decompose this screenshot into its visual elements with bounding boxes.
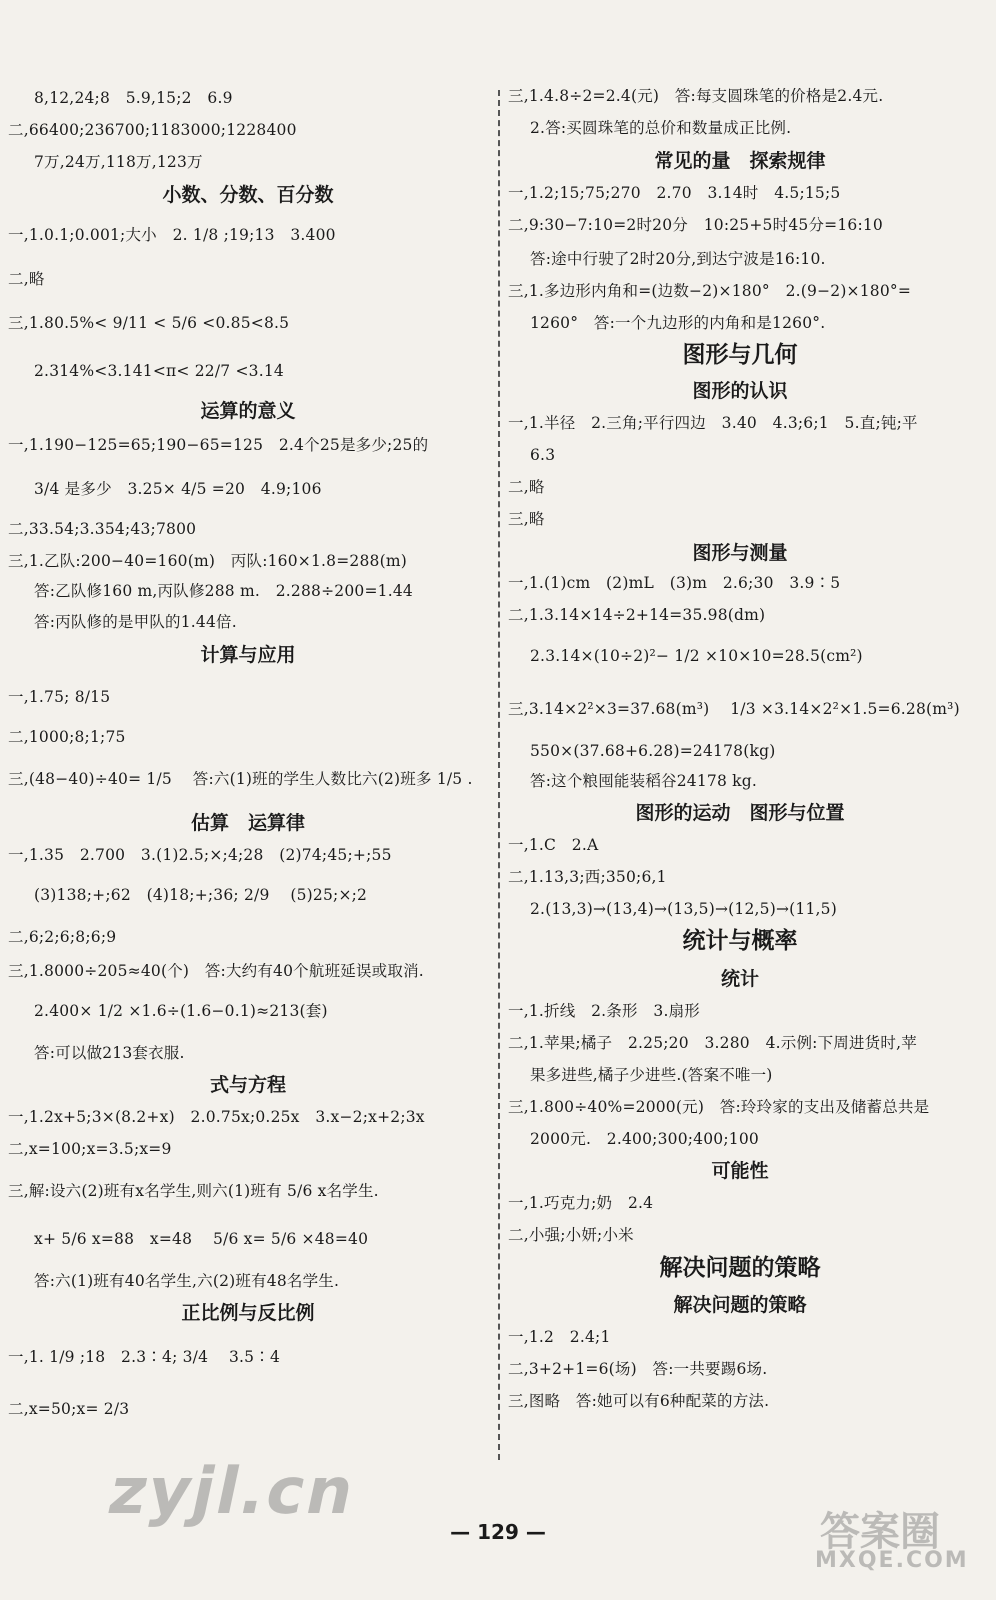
section-heading: 运算的意义 (200, 400, 296, 422)
answer-line: 一,1.2x+5;3×(8.2+x) 2.0.75x;0.25x 3.x−2;x+2;3x (8, 1108, 425, 1126)
answer-line: (3)138;+;62 (4)18;+;36; 2/9 (5)25;×;2 (34, 886, 368, 904)
answer-line: 6.3 (530, 446, 556, 464)
answer-line: 三,1.多边形内角和=(边数−2)×180° 2.(9−2)×180°= (508, 282, 912, 300)
answer-line: 二,1000;8;1;75 (8, 728, 126, 746)
answer-line: 一,1.190−125=65;190−65=125 2.4个25是多少;25的 (8, 436, 429, 454)
answer-line: 2.3.14×(10÷2)²− 1/2 ×10×10=28.5(cm²) (530, 647, 863, 665)
answer-line: 二,1.3.14×14÷2+14=35.98(dm) (508, 606, 766, 624)
answer-line: 答:丙队修的是甲队的1.44倍. (34, 613, 237, 631)
section-heading: 图形的运动 图形与位置 (635, 802, 845, 824)
answer-line: 一,1. 1/9 ;18 2.3∶4; 3/4 3.5∶4 (8, 1348, 281, 1366)
answer-line: 一,1.35 2.700 3.(1)2.5;×;4;28 (2)74;45;+;55 (8, 846, 392, 864)
part-heading: 图形与几何 (682, 342, 798, 368)
answer-line: 答:途中行驶了2时20分,到达宁波是16:10. (530, 250, 826, 268)
section-heading: 图形的认识 (692, 380, 788, 402)
answer-line: 二,x=100;x=3.5;x=9 (8, 1140, 172, 1158)
answer-line: 二,1.13,3;西;350;6,1 (508, 868, 667, 886)
answer-line: 二,33.54;3.354;43;7800 (8, 520, 197, 538)
section-heading: 统计 (720, 968, 759, 990)
answer-line: 三,1.80.5%< 9/11 < 5/6 <0.85<8.5 (8, 314, 290, 332)
watermark-logo: 答案圈 (820, 1509, 940, 1555)
answer-line: 三,1.乙队:200−40=160(m) 丙队:160×1.8=288(m) (8, 552, 408, 570)
answer-line: 一,1.2;15;75;270 2.70 3.14时 4.5;15;5 (508, 184, 841, 202)
answer-line: 7万,24万,118万,123万 (34, 153, 203, 171)
answer-line: 二,6;2;6;8;6;9 (8, 928, 117, 946)
answer-line: 一,1.2 2.4;1 (508, 1328, 611, 1346)
answer-line: 一,1.C 2.A (508, 836, 599, 854)
answer-line: 二,略 (8, 270, 45, 288)
watermark-logo: zyjl.cn (102, 1455, 363, 1529)
answer-line: 答:乙队修160 m,丙队修288 m. 2.288÷200=1.44 (34, 582, 413, 600)
watermark-logo: MXQE.COM (815, 1548, 969, 1573)
answer-line: 三,1.8000÷205≈40(个) 答:大约有40个航班延误或取消. (8, 962, 424, 980)
answer-line: 2.答:买圆珠笔的总价和数量成正比例. (530, 119, 792, 137)
section-heading: 解决问题的策略 (673, 1294, 807, 1316)
answer-line: 三,3.14×2²×3=37.68(m³) 1/3 ×3.14×2²×1.5=6.28(m³) (508, 700, 960, 718)
answer-line: 三,图略 答:她可以有6种配菜的方法. (508, 1392, 770, 1410)
section-heading: 估算 运算律 (190, 812, 305, 834)
answer-line: 1260° 答:一个九边形的内角和是1260°. (530, 314, 826, 332)
answer-line: 8,12,24;8 5.9,15;2 6.9 (34, 89, 233, 107)
section-heading: 小数、分数、百分数 (162, 184, 334, 206)
answer-line: 2000元. 2.400;300;400;100 (530, 1130, 759, 1148)
answer-line: x+ 5/6 x=88 x=48 5/6 x= 5/6 ×48=40 (34, 1230, 369, 1248)
answer-line: 果多进些,橘子少进些.(答案不唯一) (530, 1066, 773, 1084)
answer-line: 一,1.(1)cm (2)mL (3)m 2.6;30 3.9∶5 (508, 574, 841, 592)
answer-line: 2.(13,3)→(13,4)→(13,5)→(12,5)→(11,5) (530, 900, 837, 918)
part-heading: 解决问题的策略 (659, 1255, 821, 1281)
answer-line: 答:这个粮囤能装稻谷24178 kg. (530, 772, 757, 790)
answer-line: 答:六(1)班有40名学生,六(2)班有48名学生. (34, 1272, 340, 1290)
answer-line: 二,66400;236700;1183000;1228400 (8, 121, 297, 139)
section-heading: 计算与应用 (200, 644, 296, 666)
section-heading: 常见的量 探索规律 (654, 150, 826, 172)
answer-line: 一,1.半径 2.三角;平行四边 3.40 4.3;6;1 5.直;钝;平 (508, 414, 918, 432)
answer-line: 三,1.4.8÷2=2.4(元) 答:每支圆珠笔的价格是2.4元. (508, 87, 884, 105)
page-number: — 129 — (450, 1520, 546, 1544)
answer-line: 二,3+2+1=6(场) 答:一共要踢6场. (508, 1360, 768, 1378)
section-heading: 式与方程 (209, 1074, 286, 1096)
answer-line: 二,x=50;x= 2/3 (8, 1400, 130, 1418)
answer-line: 三,解:设六(2)班有x名学生,则六(1)班有 5/6 x名学生. (8, 1182, 379, 1200)
answer-line: 一,1.75; 8/15 (8, 688, 111, 706)
answer-line: 2.314%<3.141<π< 22/7 <3.14̇ (34, 362, 284, 380)
answer-line: 一,1.巧克力;奶 2.4 (508, 1194, 654, 1212)
section-heading: 图形与测量 (692, 542, 788, 564)
answer-line: 一,1.0.1;0.001;大小 2. 1/8 ;19;13 3.400 (8, 226, 336, 244)
answer-line: 二,略 (508, 478, 545, 496)
section-heading: 可能性 (711, 1160, 769, 1182)
answer-line: 二,1.苹果;橘子 2.25;20 3.280 4.示例:下周进货时,苹 (508, 1034, 917, 1052)
answer-line: 550×(37.68+6.28)=24178(kg) (530, 742, 776, 760)
answer-line: 二,9:30−7:10=2时20分 10:25+5时45分=16:10 (508, 216, 883, 234)
answer-line: 答:可以做213套衣服. (34, 1044, 185, 1062)
answer-line: 一,1.折线 2.条形 3.扇形 (508, 1002, 700, 1020)
answer-line: 2.400× 1/2 ×1.6÷(1.6−0.1)≈213(套) (34, 1002, 328, 1020)
part-heading: 统计与概率 (682, 928, 798, 954)
section-heading: 正比例与反比例 (181, 1302, 315, 1324)
answer-line: 三,1.800÷40%=2000(元) 答:玲玲家的支出及储蓄总共是 (508, 1098, 930, 1116)
answer-line: 二,小强;小妍;小米 (508, 1226, 634, 1244)
answer-line: 3/4 是多少 3.25× 4/5 =20 4.9;106 (34, 480, 322, 498)
answer-line: 三,略 (508, 510, 545, 528)
answer-line: 三,(48−40)÷40= 1/5 答:六(1)班的学生人数比六(2)班多 1/5 . (8, 770, 473, 788)
